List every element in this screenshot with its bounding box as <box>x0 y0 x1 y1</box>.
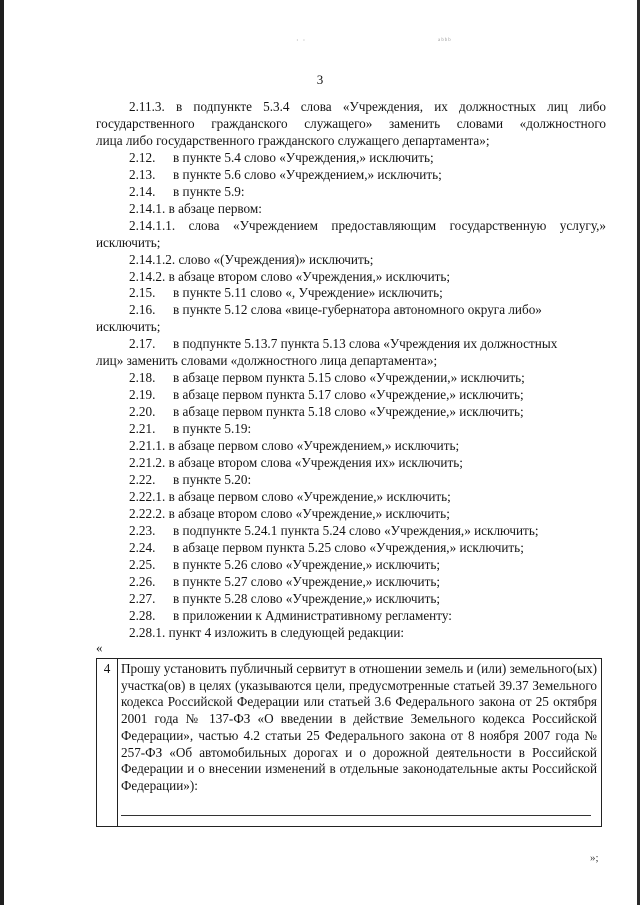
text-line: государственного гражданского служащего» заменить словами «должностного <box>96 115 606 131</box>
item-text: в пункте 5.12 слова «вице-губернатора автономного округа либо» <box>173 302 542 318</box>
item-text: в приложении к Административному регламенту: <box>173 607 452 623</box>
opening-quote: « <box>96 640 103 655</box>
item-number: 2.27. <box>129 590 156 606</box>
item-number: 2.18. <box>129 370 156 386</box>
row-number-cell: 4 <box>97 659 118 827</box>
scan-specks-left: · · <box>296 36 307 45</box>
text-line: 2.14.1. в абзаце первом: <box>129 200 262 216</box>
text-line: 2.21.2. в абзаце втором слова «Учреждения их» исключить; <box>129 455 463 471</box>
list-item <box>96 591 606 608</box>
text-line: исключить; <box>96 319 161 335</box>
list-item <box>96 150 606 167</box>
list-item <box>96 370 606 387</box>
item-text: в абзаце первом пункта 5.17 слово «Учреждение,» исключить; <box>173 387 524 403</box>
list-item <box>96 608 606 625</box>
item-text: в абзаце первом пункта 5.15 слово «Учреждении,» исключить; <box>173 370 525 386</box>
list-item <box>96 285 606 302</box>
item-text: в абзаце первом пункта 5.18 слово «Учреждение,» исключить; <box>173 404 524 420</box>
list-item <box>96 421 606 438</box>
item-number: 2.25. <box>129 556 156 572</box>
text-line: 2.11.3. в подпункте 5.3.4 слова «Учреждения, их должностных лиц либо <box>129 99 606 114</box>
item-number: 2.23. <box>129 522 156 538</box>
list-item <box>96 540 606 557</box>
text-line: 2.21.1. в абзаце первом слово «Учреждением,» исключить; <box>129 438 460 454</box>
item-number: 2.13. <box>129 166 156 182</box>
item-number: 2.22. <box>129 471 156 487</box>
item-text: в подпункте 5.13.7 пункта 5.13 слова «Учреждения их должностных <box>173 336 558 352</box>
item-text: в пункте 5.27 слово «Учреждение,» исключить; <box>173 573 441 589</box>
text-line: 2.22.1. в абзаце первом слово «Учреждение,» исключить; <box>129 488 451 504</box>
text-line: лиц» заменить словами «должностного лица департамента»; <box>96 353 438 369</box>
list-item <box>96 404 606 421</box>
item-text: в пункте 5.11 слово «, Учреждение» исключить; <box>173 285 443 301</box>
text-line: 2.14.1.1. слова «Учреждением предоставляющим государственную услугу,» <box>129 217 606 233</box>
item-number: 2.20. <box>129 404 156 420</box>
text-line: 2.22.2. в абзаце втором слово «Учреждение,» исключить; <box>129 505 450 521</box>
list-item <box>96 574 606 591</box>
request-text: Прошу установить публичный сервитут в отношении земель и (или) земельного(ых) участка(ов) в целях (указываются цели, предусмотренные статьей 39.37 Земельного кодекса Российской Федерации или статьей 3.6 Федерального закона от 25 октября 2001 года № 137-ФЗ «О введении в действие Земельного кодекса Российской Федерации», частью 4.2 статьи 25 Федерального закона от 8 ноября 2007 года № 257-ФЗ «Об автомобильных дорогах и о дорожной деятельности в Российской Федерации и о внесении изменений в отдельные законодательные акты Российской Федерации»): <box>121 661 597 793</box>
text-line: 2.14.2. в абзаце втором слово «Учреждения,» исключить; <box>129 268 451 284</box>
list-item <box>96 523 606 540</box>
application-form-table <box>96 658 602 827</box>
list-item <box>96 184 606 201</box>
item-number: 2.19. <box>129 387 156 403</box>
list-item <box>96 472 606 489</box>
item-text: в абзаце первом пункта 5.25 слово «Учреждения,» исключить; <box>173 539 524 555</box>
list-item <box>96 557 606 574</box>
item-text: в пункте 5.4 слово «Учреждения,» исключить; <box>173 149 434 165</box>
item-number: 2.16. <box>129 302 156 318</box>
item-number: 2.21. <box>129 421 156 437</box>
item-text: в пункте 5.6 слово «Учреждением,» исключить; <box>173 166 442 182</box>
list-item <box>96 167 606 184</box>
item-number: 2.17. <box>129 336 156 352</box>
closing-quote-mark: »; <box>590 852 599 864</box>
item-number: 2.15. <box>129 285 156 301</box>
item-text: в пункте 5.28 слово «Учреждение,» исключить; <box>173 590 441 606</box>
item-number: 2.26. <box>129 573 156 589</box>
item-text: в пункте 5.20: <box>173 471 252 487</box>
list-item <box>96 302 606 319</box>
fill-in-line <box>121 801 591 816</box>
item-number: 2.14. <box>129 183 156 199</box>
item-text: в пункте 5.9: <box>173 183 245 199</box>
list-item <box>96 336 606 353</box>
text-line: 2.14.1.2. слово «(Учреждения)» исключить; <box>129 251 374 267</box>
text-line: 2.28.1. пункт 4 изложить в следующей редакции: <box>129 624 405 640</box>
scan-specks-right: ᵃᵇᵇᵇ <box>438 36 452 45</box>
page-number: 3 <box>316 72 324 87</box>
item-number: 2.24. <box>129 539 156 555</box>
scan-edge-left <box>0 0 4 905</box>
list-item <box>96 387 606 404</box>
item-text: в подпункте 5.24.1 пункта 5.24 слово «Учреждения,» исключить; <box>173 522 539 538</box>
text-line: лица либо государственного гражданского служащего департамента»; <box>96 132 490 148</box>
item-text: в пункте 5.19: <box>173 421 252 437</box>
item-number: 2.12. <box>129 149 156 165</box>
request-text-cell <box>118 659 602 827</box>
item-text: в пункте 5.26 слово «Учреждение,» исключить; <box>173 556 441 572</box>
document-body <box>96 99 606 642</box>
text-line: исключить; <box>96 234 161 250</box>
item-number: 2.28. <box>129 607 156 623</box>
table-row <box>97 659 602 827</box>
